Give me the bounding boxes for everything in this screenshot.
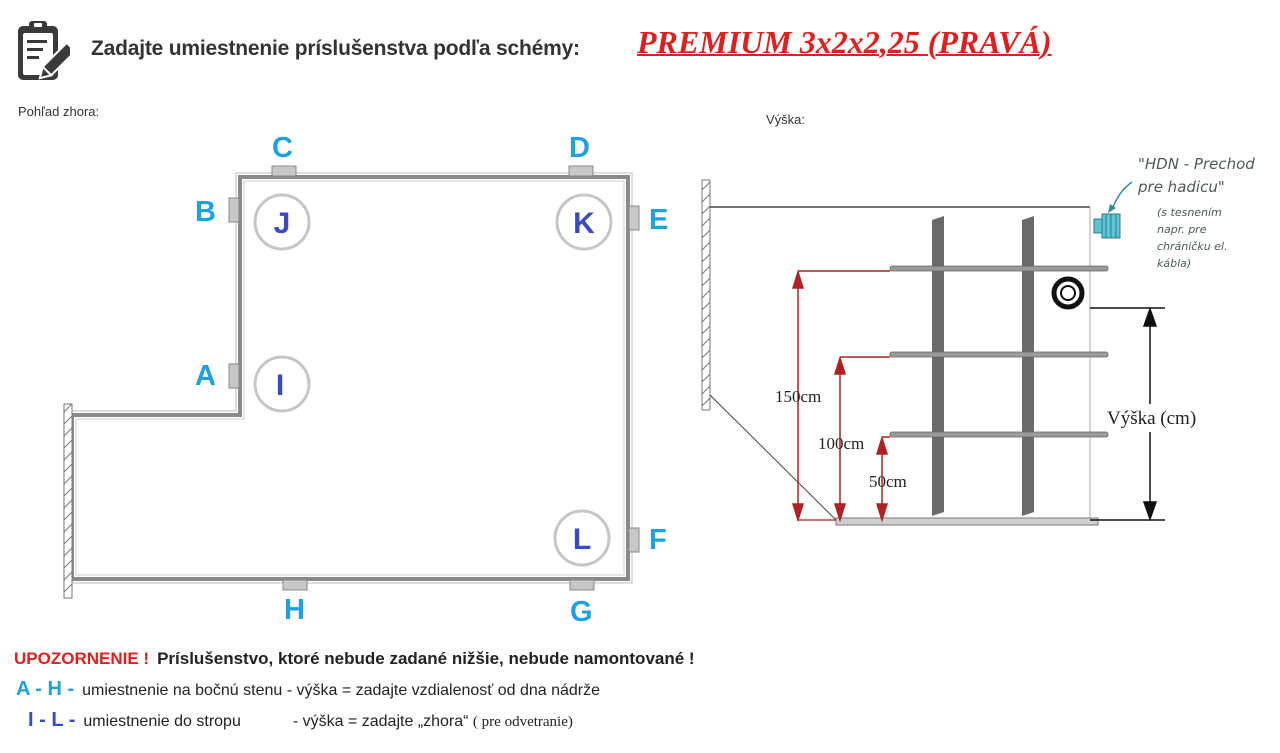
legend-key-roof: I - L - — [28, 709, 76, 731]
legend-text-roof-b: - výška = zadajte „zhora“ — [292, 713, 469, 730]
tap-stub-b — [229, 198, 239, 222]
clipboard-edit-icon — [14, 18, 70, 88]
tap-stub-h — [283, 580, 307, 590]
top-view-diagram — [0, 120, 700, 630]
warning-text: Príslušenstvo, ktoré nebude zadané nižšie, nebude namontované ! — [157, 649, 695, 668]
hdn-note-line3: (s tesnením — [1157, 206, 1222, 219]
side-view-label: Výška: — [766, 112, 806, 127]
svg-text:J: J — [273, 207, 291, 240]
dimension-label-100: 100cm — [818, 434, 865, 453]
tap-stub-f — [629, 528, 639, 552]
dimension-label-50: 50cm — [869, 472, 907, 491]
tap-stub-d — [569, 166, 593, 176]
support-post — [1022, 216, 1034, 516]
warning-label: UPOZORNENIE ! — [14, 649, 150, 668]
tap-stub-c — [272, 166, 296, 176]
hatched-wall — [702, 180, 710, 410]
hatched-wall — [64, 404, 72, 598]
roof-port-i — [255, 357, 309, 411]
cable-loop-icon — [1054, 279, 1082, 307]
roof-port-j — [255, 195, 309, 249]
height-label: Výška (cm) — [1107, 408, 1197, 429]
hdn-note-line6: kábla) — [1157, 257, 1192, 270]
level-bar-50 — [890, 432, 1108, 437]
legend-roof — [28, 709, 573, 732]
legend-text-side: umiestnenie na bočnú stenu - výška = zadajte vzdialenosť od dna nádrže — [82, 682, 601, 699]
tank-floor — [836, 518, 1098, 525]
tap-label-c: C — [272, 132, 293, 164]
tap-label-a: A — [195, 360, 216, 392]
legend-text-roof-a: umiestnenie do stropu — [83, 713, 241, 730]
page-title: Zadajte umiestnenie príslušenstva podľa schémy: — [91, 37, 580, 60]
dimension-label-150: 150cm — [775, 387, 822, 406]
warning-row — [14, 649, 695, 669]
level-bar-100 — [890, 352, 1108, 357]
legend-side-walls — [16, 678, 600, 701]
hose-fitting-icon — [1094, 182, 1132, 238]
svg-text:L: L — [572, 523, 592, 556]
roof-port-l — [555, 511, 609, 565]
tap-stub-g — [570, 580, 594, 590]
tap-label-e: E — [649, 204, 669, 236]
tap-stub-a — [229, 364, 239, 388]
tap-label-g: G — [570, 596, 593, 628]
legend-roof-note: ( pre odvetranie) — [472, 714, 573, 730]
svg-text:I: I — [275, 369, 285, 402]
tank-model-title: PREMIUM 3x2x2,25 (PRAVÁ) — [637, 24, 1052, 60]
tank-outline — [68, 173, 632, 583]
hdn-note-line5: chráničku el. — [1157, 240, 1228, 253]
tap-stub-e — [629, 206, 639, 230]
hdn-note-line1: "HDN - Prechod — [1138, 155, 1255, 173]
legend-key-side: A - H - — [16, 678, 75, 700]
level-bar-150 — [890, 266, 1108, 271]
top-view-label: Pohľad zhora: — [18, 104, 100, 119]
tap-label-b: B — [195, 196, 216, 228]
roof-port-k — [557, 195, 611, 249]
tap-label-h: H — [284, 594, 305, 626]
support-post — [932, 216, 944, 516]
tap-label-d: D — [569, 132, 590, 164]
hdn-note-line4: napr. pre — [1157, 223, 1207, 236]
height-view-diagram — [690, 140, 1280, 540]
svg-text:K: K — [573, 207, 595, 240]
hdn-note-line2: pre hadicu" — [1138, 178, 1225, 196]
tap-label-f: F — [649, 524, 667, 556]
